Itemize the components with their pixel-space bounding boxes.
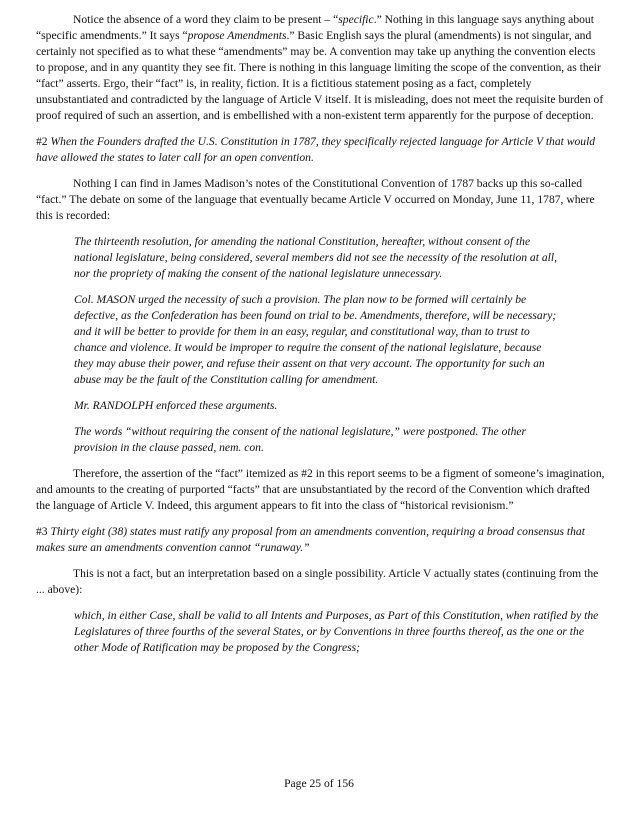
paragraph-madison-notes: Nothing I can find in James Madison’s notes of the Constitutional Convention of 1787 backs up this so-called “fact.” The debate on some of the language that eventually became Article V occurred on Monday, June 11, 1787, where this is recorded: [36,177,595,222]
paragraph-therefore: Therefore, the assertion of the “fact” itemized as #2 in this report seems to be a figment of someone’s imagination, and amounts to the creating of purported “facts” that are unsubstantiated by the record of the Convention which drafted the language of Article V. Indeed, this argument appears to fit into the class of “historical revisionism.” [36,467,605,512]
paragraph-absence-of-specific [36,12,606,124]
claim-text: Thirty eight (38) states must ratify any proposal from an amendments convention, requiring a broad consensus that makes sure an amendments convention cannot “runaway.” [36,525,585,554]
quote-col-mason: Col. MASON urged the necessity of such a provision. The plan now to be formed will certainly be defective, as the Confederation has been found on trial to be. Amendments, therefore, will be necessary; and it will be better to provide for them in an easy, regular, and constitutional way, than to trust to chance and violence. It would be improper to require the consent of the national legislature, because they may abuse their power, and refuse their assent on that very account. The opportunity for such an abuse may be the fault of the Constitution calling for amendment. [74,293,557,386]
quote-article-v: which, in either Case, shall be valid to all Intents and Purposes, as Part of this Constitution, when ratified by the Legislatures of three fourths of the several States, or by Conventions in three fourths thereof, as the one or the other Mode of Ratification may be proposed by the Congress; [74,609,599,654]
quote-words-postponed: The words “without requiring the consent of the national legislature,” were postponed. The other provision in the clause passed, nem. con. [74,425,527,454]
italic-run: specific [338,13,374,26]
document-page [36,12,606,666]
claim-text: When the Founders drafted the U.S. Constitution in 1787, they specifically rejected language for Article V that would have allowed the states to later call for an open convention. [36,135,596,164]
claim-number: #3 [36,525,48,538]
quote-mr-randolph: Mr. RANDOLPH enforced these arguments. [74,399,278,412]
text-run: .” Nothing in this language says anything about “specific amendments.” It says “ [36,13,594,42]
claim-heading-3 [36,524,606,556]
paragraph-not-a-fact: This is not a fact, but an interpretation based on a single possibility. Article V actually states (continuing from the ... above): [36,567,599,596]
claim-heading-2 [36,134,606,166]
quote-thirteenth-resolution: The thirteenth resolution, for amending the national Constitution, hereafter, without consent of the national legislature, being considered, several members did not see the necessity of the resolution at all, nor the propriety of making the consent of the national legislature unnecessary. [74,235,557,280]
text-run: Notice the absence of a word they claim to be present – “ [73,13,339,26]
text-run: .” Basic English says the plural (amendments) is not singular, and certainly not specified as to what these “amendments” may be. A convention may take up anything the convention elects to propose, and in any quantity they see fit. There is nothing in this language limiting the scope of the convention, as their “fact” asserts. Ergo, their “fact” is, in reality, fiction. It is a fictitious statement posing as a fact, completely unsubstantiated and contradicted by the language of Article V itself. It is misleading, does not meet the requisite burden of proof required of such an assertion, and is embellished with a non-existent term apparently for the purpose of deception. [36,29,604,122]
page-number-footer: Page 25 of 156 [284,777,354,790]
italic-run: propose Amendments [187,29,287,42]
claim-number: #2 [36,135,48,148]
